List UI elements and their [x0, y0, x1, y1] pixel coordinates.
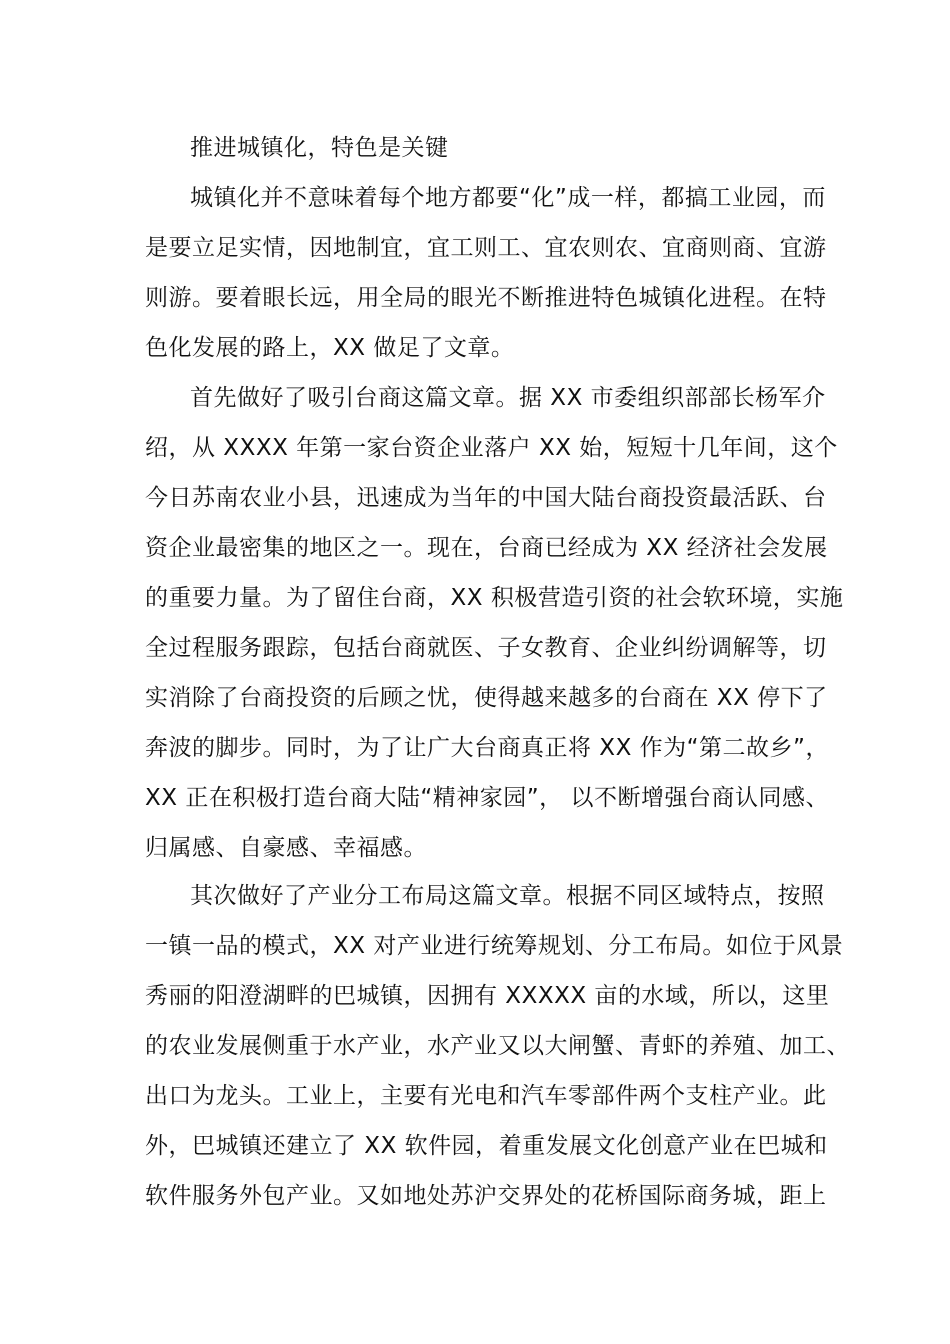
paragraph-1-line-3: 则游。要着眼长远，用全局的眼光不断推进特色城镇化进程。在特	[145, 285, 827, 311]
paragraph-3-line-7: 软件服务外包产业。又如地处苏沪交界处的花桥国际商务城，距上	[145, 1183, 827, 1209]
paragraph-2-line-3: 今日苏南农业小县，迅速成为当年的中国大陆台商投资最活跃、台	[145, 485, 827, 511]
paragraph-2-line-4: 资企业最密集的地区之一。现在，台商已经成为 XX 经济社会发展	[145, 535, 828, 561]
paragraph-2-line-9: XX 正在积极打造台商大陆“精神家园”， 以不断增强台商认同感、	[145, 785, 829, 811]
paragraph-3-line-5: 出口为龙头。工业上，主要有光电和汽车零部件两个支柱产业。此	[145, 1083, 827, 1109]
paragraph-3-line-4: 的农业发展侧重于水产业，水产业又以大闸蟹、青虾的养殖、加工、	[145, 1033, 850, 1059]
paragraph-1-line-1: 城镇化并不意味着每个地方都要“化”成一样，都搞工业园，而	[190, 185, 826, 211]
paragraph-2-line-10: 归属感、自豪感、幸福感。	[145, 835, 427, 861]
paragraph-1-line-2: 是要立足实情，因地制宜，宜工则工、宜农则农、宜商则商、宜游	[145, 235, 827, 261]
paragraph-1-line-4: 色化发展的路上，XX 做足了文章。	[145, 335, 515, 361]
paragraph-2-line-2: 绍，从 XXXX 年第一家台资企业落户 XX 始，短短十几年间，这个	[145, 435, 838, 461]
paragraph-3-line-3: 秀丽的阳澄湖畔的巴城镇，因拥有 XXXXX 亩的水域，所以，这里	[145, 983, 830, 1009]
paragraph-2-line-8: 奔波的脚步。同时，为了让广大台商真正将 XX 作为“第二故乡”，	[145, 735, 829, 761]
paragraph-2-line-6: 全过程服务跟踪，包括台商就医、子女教育、企业纠纷调解等，切	[145, 635, 827, 661]
paragraph-2-line-5: 的重要力量。为了留住台商，XX 积极营造引资的社会软环境，实施	[145, 585, 844, 611]
paragraph-2-line-7: 实消除了台商投资的后顾之忧，使得越来越多的台商在 XX 停下了	[145, 685, 828, 711]
paragraph-3-line-6: 外，巴城镇还建立了 XX 软件园，着重发展文化创意产业在巴城和	[145, 1133, 828, 1159]
paragraph-3-line-2: 一镇一品的模式，XX 对产业进行统筹规划、分工布局。如位于风景	[145, 933, 844, 959]
section-heading: 推进城镇化，特色是关键	[190, 135, 449, 161]
paragraph-3-line-1: 其次做好了产业分工布局这篇文章。根据不同区域特点，按照	[190, 883, 825, 909]
paragraph-2-line-1: 首先做好了吸引台商这篇文章。据 XX 市委组织部部长杨军介	[190, 385, 826, 411]
